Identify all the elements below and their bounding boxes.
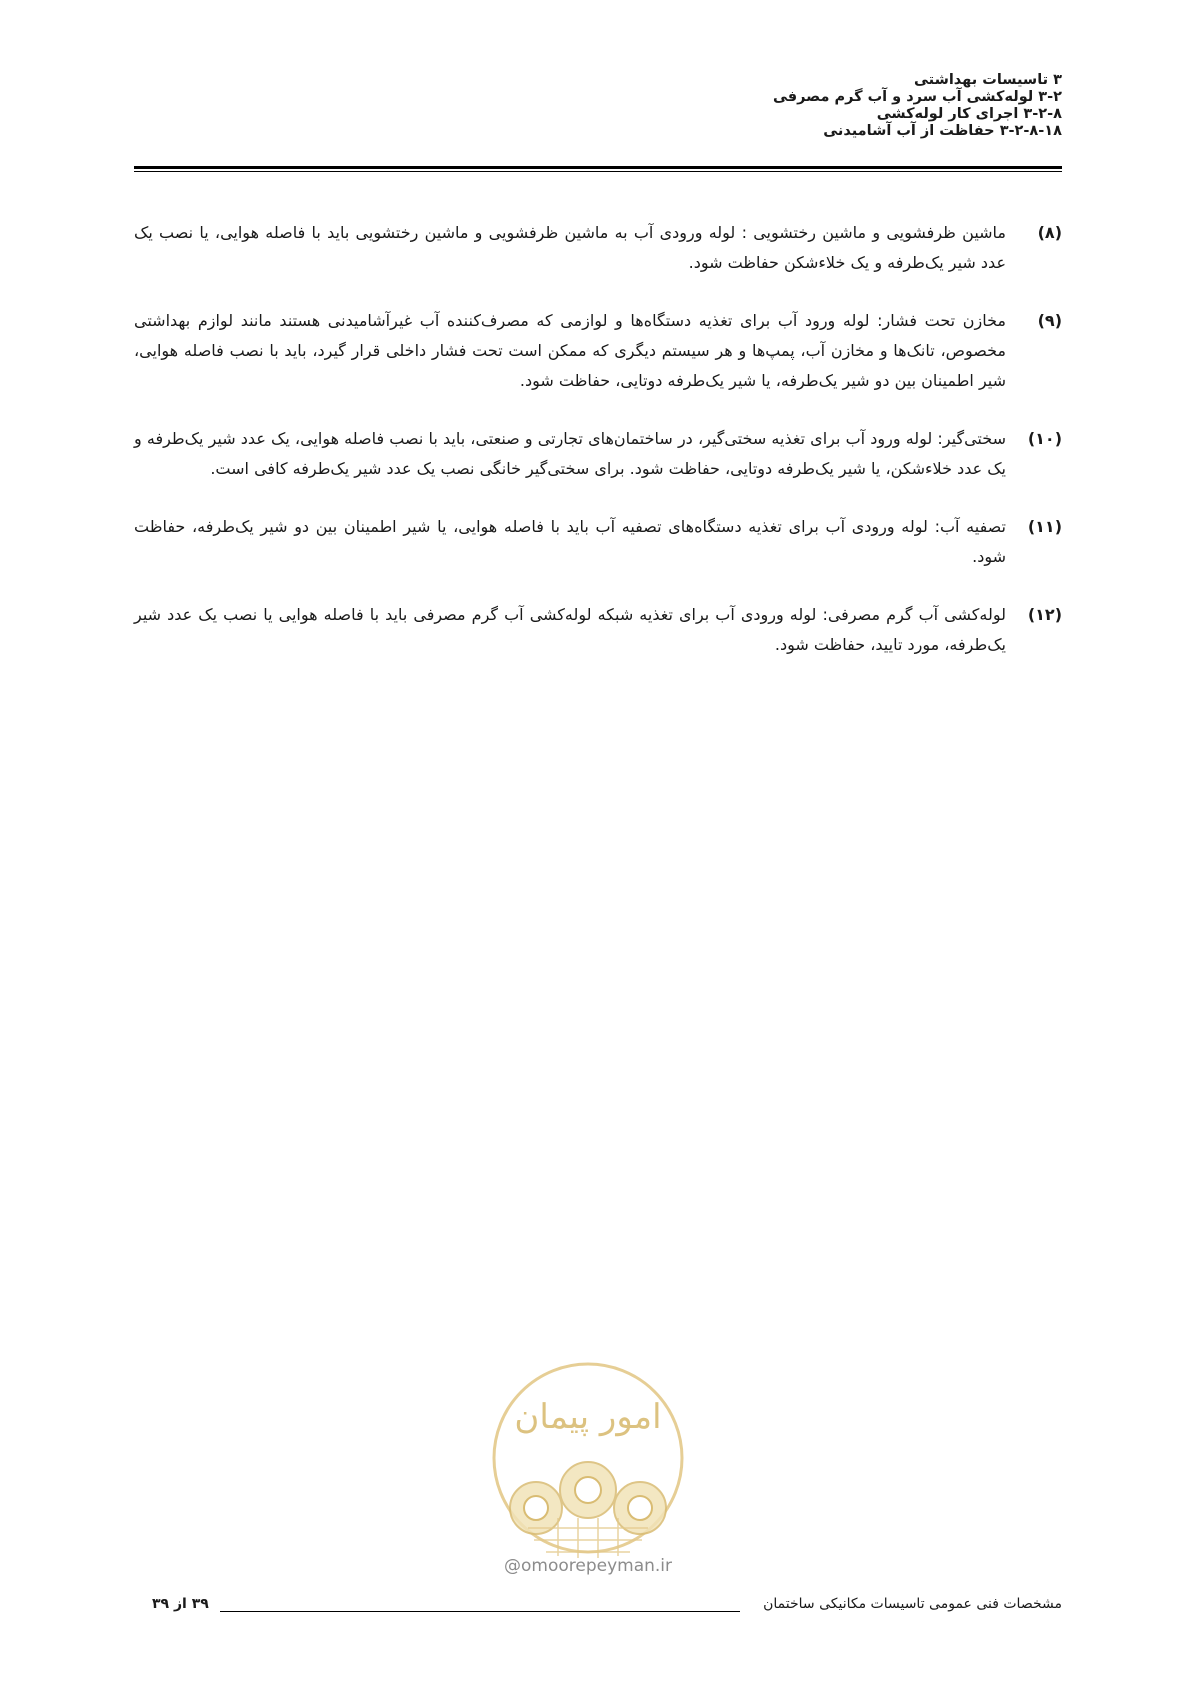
watermark-logo-icon — [488, 1358, 688, 1568]
list-item — [134, 512, 1062, 572]
header-rule-thick — [134, 166, 1062, 169]
watermark-url: @omoorepeyman.ir — [503, 1556, 673, 1576]
watermark-logo-text: امور پیمان — [514, 1397, 662, 1437]
item-text: تصفیه آب: لوله ورودی آب برای تغذیه دستگاه‌های تصفیه آب باید با فاصله هوایی، یا شیر اطمینان بین دو شیر یک‌طرفه، حفاظت شود. — [134, 517, 1006, 566]
item-text: ماشین ظرفشویی و ماشین رختشویی : لوله ورودی آب به ماشین ظرفشویی و ماشین رختشویی باید با فاصله هوایی، یا نصب یک عدد شیر یک‌طرفه و یک خلاء‌شکن حفاظت شود. — [134, 223, 1006, 272]
footer-document-title: مشخصات فنی عمومی تاسیسات مکانیکی ساختمان — [763, 1596, 1062, 1612]
item-text: لوله‌کشی آب گرم مصرفی: لوله ورودی آب برای تغذیه شبکه لوله‌کشی آب گرم مصرفی باید با فاصله هوایی یا نصب یک عدد شیر یک‌طرفه، مورد تایید، حفاظت شود. — [134, 605, 1006, 654]
item-number: (۸) — [1037, 223, 1062, 242]
item-number: (۱۱) — [1027, 517, 1062, 536]
footer-rule — [220, 1611, 740, 1612]
header-topic: ۳-۲-۸-۱۸ حفاظت از آب آشامیدنی — [823, 123, 1062, 139]
header-rule-thin — [134, 171, 1062, 172]
item-number: (۱۲) — [1027, 605, 1062, 624]
list-item — [134, 218, 1062, 278]
document-body — [134, 218, 1062, 688]
footer-page-number: ۳۹ از ۳۹ — [152, 1596, 209, 1612]
list-item — [134, 306, 1062, 396]
list-item — [134, 600, 1062, 660]
list-item — [134, 424, 1062, 484]
section-header — [362, 72, 1062, 140]
item-text: مخازن تحت فشار: لوله ورود آب برای تغذیه دستگاه‌ها و لوازمی که مصرف‌کننده آب غیرآشامیدنی هستند مانند لوازم بهداشتی مخصوص، تانک‌ها و مخازن آب، پمپ‌ها و هر سیستم دیگری که ممکن است تحت فشار داخلی قرار گیرد، باید با نصب فاصله هوایی، شیر اطمینان بین دو شیر یک‌طرفه، یا شیر یک‌طرفه دوتایی، حفاظت شود. — [134, 311, 1006, 390]
item-number: (۱۰) — [1027, 429, 1062, 448]
header-section: ۳-۲ لوله‌کشی آب سرد و آب گرم مصرفی — [772, 89, 1062, 105]
header-chapter: ۳ تاسیسات بهداشتی — [913, 72, 1062, 88]
item-text: سختی‌گیر: لوله ورود آب برای تغذیه سختی‌گیر، در ساختمان‌های تجارتی و صنعتی، باید با نصب فاصله هوایی، یک عدد شیر یک‌طرفه و یک عدد خلاء‌شکن، یا شیر یک‌طرفه دوتایی، حفاظت شود. برای سختی‌گیر خانگی نصب یک عدد شیر یک‌طرفه کافی است. — [134, 429, 1006, 478]
item-number: (۹) — [1037, 311, 1062, 330]
header-subsection: ۳-۲-۸ اجرای کار لوله‌کشی — [876, 106, 1062, 122]
